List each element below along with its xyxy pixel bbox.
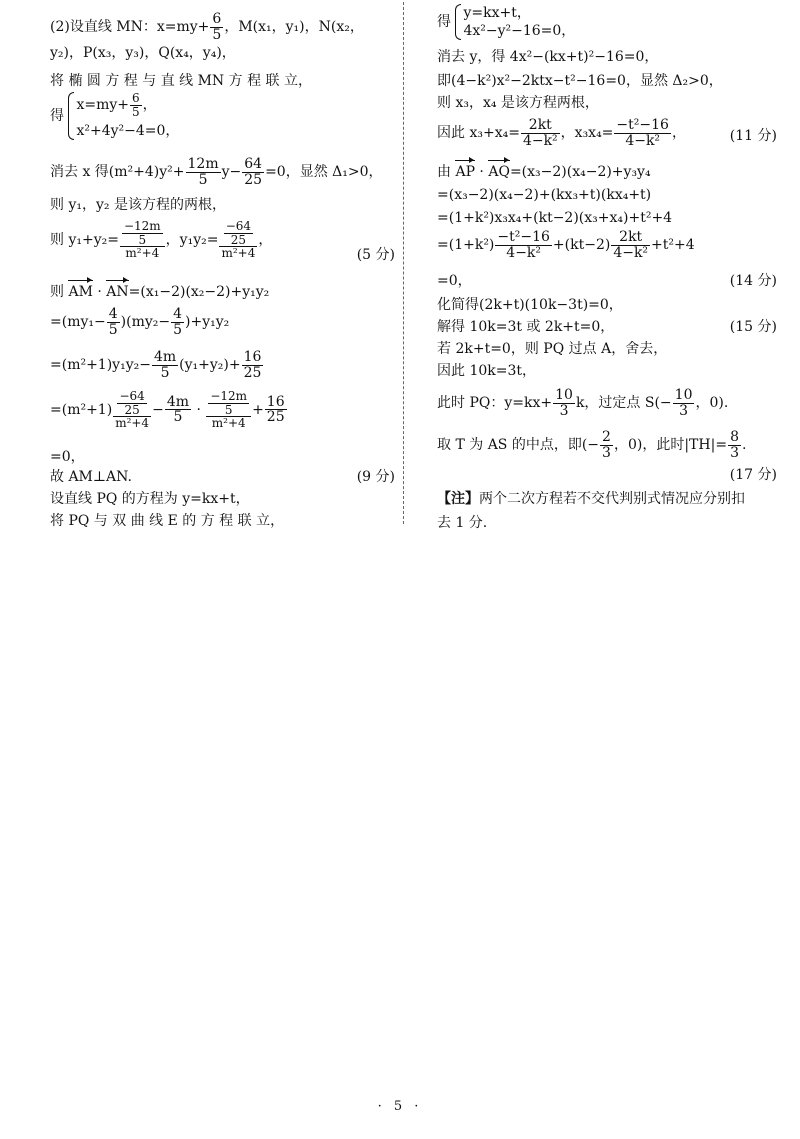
line-roots-x: 则 x₃，x₄ 是该方程两根， — [437, 95, 599, 111]
line-vieta-y: 则 y₁+y₂= $\frac{\frac{-12m}{5}}{\text{m²+4}}$ ，y₁y₂= $\frac{\frac{-64}{25}}{\text{m²+4}}$ ， — [50, 219, 273, 261]
fraction: $\frac{6}{5}$ — [212, 11, 222, 43]
line-conclusion-perp: 故 AM⊥AN. — [50, 469, 132, 485]
text: ，M(x₁，y₁)，N(x₂， — [224, 19, 364, 36]
line-equals-zero-2: =0， — [437, 273, 472, 289]
note-tag: 【注】 — [437, 491, 479, 507]
note-line-1: 【注】两个二次方程若不交代判别式情况应分别扣 — [437, 491, 745, 507]
score-14: (14 分) — [729, 273, 777, 289]
line-expand-3: =(x₃−2)(x₄−2)+(kx₃+t)(kx₄+t) — [437, 187, 652, 203]
equation-system: y=kx+t， 4x²−y²−16=0， — [455, 4, 575, 40]
line-therefore: 因此 10k=3t， — [437, 363, 537, 379]
line-solve: 解得 10k=3t 或 2k+t=0， — [437, 319, 615, 335]
line-hyperbola-combine: 将 PQ 与 双 曲 线 E 的 方 程 联 立， — [50, 513, 285, 529]
line-quadratic-x: 即(4−k²)x²−2ktx−t²−16=0，显然 Δ₂>0， — [437, 73, 723, 89]
score-5: (5 分) — [356, 247, 395, 263]
line-vieta-x: 因此 x₃+x₄= $\frac{2kt}{\text{4−k²}}$ ，x₃x₄= $\frac{\text{−t²−16}}{\text{4−k²}}$ ， — [437, 117, 686, 149]
line-substitute: =(m²+1) $\frac{\frac{-64}{25}}{\text{m²+4}}$ − $\frac{4m}{5}$ · $\frac{\frac{-12m}{5}}{\text{m²+4}}$ + $\frac{16}{25}$ — [50, 389, 285, 431]
line-midpoint: 取 T 为 AS 的中点，即(− $\frac{2}{3}$ ，0)，此时|TH|= $\frac{8}{3}$ . — [437, 429, 747, 461]
line-eliminate-y: 消去 y，得 4x²−(kx+t)²−16=0， — [437, 49, 659, 65]
line-ellipse-combine: 将 椭 圆 方 程 与 直 线 MN 方 程 联 立， — [50, 73, 312, 89]
score-15: (15 分) — [729, 319, 777, 335]
line-reject-case: 若 2k+t=0，则 PQ 过点 A，舍去， — [437, 341, 668, 357]
score-11: (11 分) — [729, 128, 777, 144]
line-fixed-point: 此时 PQ：y=kx+ $\frac{10}{3}$ k，过定点 S(− $\frac{10}{3}$ ，0). — [437, 387, 729, 419]
line-system-hyperbola: 得 y=kx+t， 4x²−y²−16=0， — [437, 5, 576, 39]
score-17: (17 分) — [729, 467, 777, 483]
line-eliminate-x: 消去 x 得(m²+4)y²+ $\frac{12m}{5}$ y− $\frac{64}{25}$ =0，显然 Δ₁>0， — [50, 156, 383, 188]
line-dot-am-an: 则 AM · AN=(x₁−2)(x₂−2)+y₁y₂ — [50, 284, 270, 300]
line-dot-ap-aq: 由 AP · AQ=(x₃−2)(x₄−2)+y₃y₄ — [437, 164, 651, 180]
page-number: · 5 · — [377, 1099, 423, 1114]
score-9: (9 分) — [356, 469, 395, 485]
equation-system: x=my+ $\frac{6}{5}$ ， x²+4y²−4=0， — [68, 92, 179, 140]
line-set-mn — [50, 12, 364, 42]
line-roots-y: 则 y₁，y₂ 是该方程的两根， — [50, 197, 226, 213]
line-system-ellipse: 得 x=my+ $\frac{6}{5}$ ， x²+4y²−4=0， — [50, 91, 180, 140]
line-expand-4: =(1+k²)x₃x₄+(kt−2)(x₃+x₄)+t²+4 — [437, 210, 673, 226]
line-points: y₂)，P(x₃，y₃)，Q(x₄，y₄)， — [50, 45, 236, 61]
line-equals-zero: =0， — [50, 449, 85, 465]
line-substitute-2: =(1+k²) $\frac{\text{−t²−16}}{\text{4−k²}}$ +(kt−2) $\frac{2kt}{\text{4−k²}}$ +t²+4 — [437, 229, 695, 261]
line-set-pq: 设直线 PQ 的方程为 y=kx+t， — [50, 491, 250, 507]
line-expand-2: =(m²+1)y₁y₂− $\frac{4m}{5}$ (y₁+y₂)+ $\frac{16}{25}$ — [50, 349, 262, 381]
text: (2)设直线 MN：x=my+ — [50, 19, 210, 36]
line-simplify: 化简得(2k+t)(10k−3t)=0， — [437, 297, 623, 313]
line-expand-1: =(my₁− $\frac{4}{5}$ )(my₂− $\frac{4}{5}$ )+y₁y₂ — [50, 306, 230, 338]
note-line-2: 去 1 分. — [437, 515, 488, 531]
column-divider — [403, 2, 404, 524]
